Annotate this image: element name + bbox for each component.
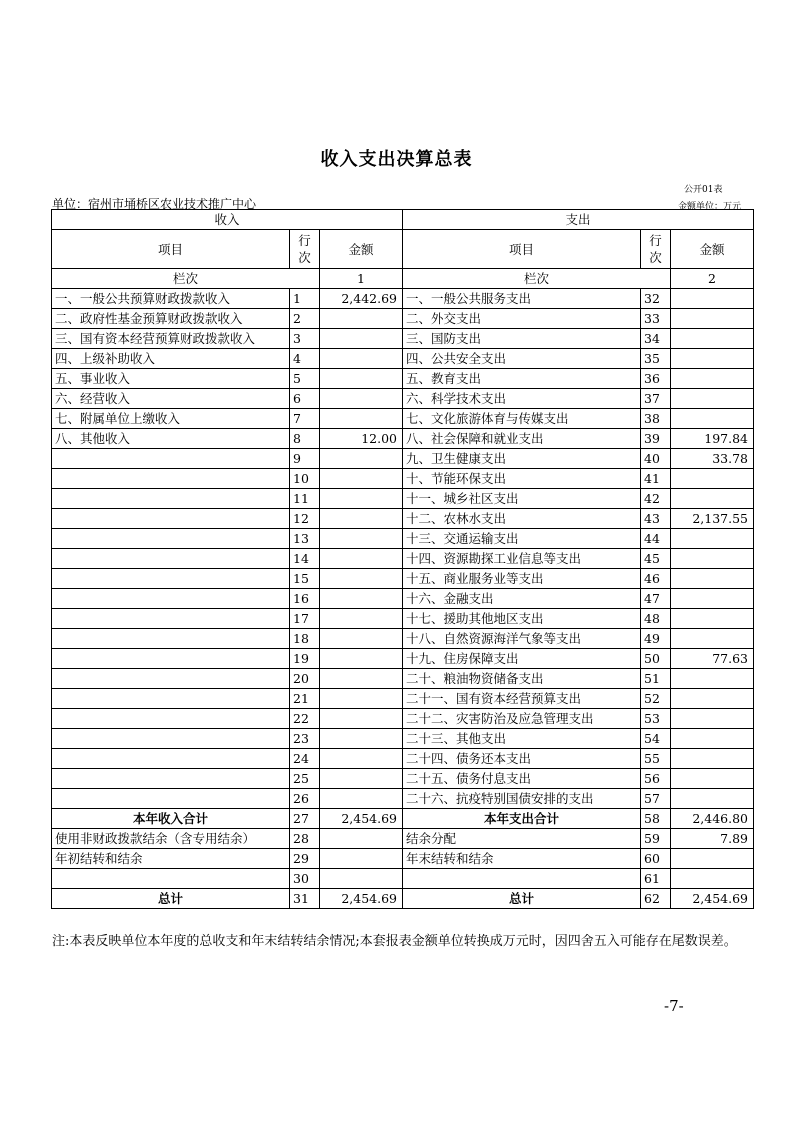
- income-rowno-cell: 27: [290, 809, 320, 829]
- income-amount-header: 金额: [320, 230, 403, 269]
- income-amount-cell: 12.00: [320, 429, 403, 449]
- rowno-label: 行次: [649, 232, 662, 265]
- income-rowno-cell: 7: [290, 409, 320, 429]
- income-amount-cell: 2,454.69: [320, 809, 403, 829]
- header-row-2: [52, 230, 754, 269]
- expense-amount-cell: [671, 689, 754, 709]
- expense-item-cell: 本年支出合计: [403, 809, 641, 829]
- expense-rowno-cell: 47: [641, 589, 671, 609]
- income-item-cell: [52, 769, 290, 789]
- income-item-cell: [52, 529, 290, 549]
- table-row: [52, 729, 754, 749]
- income-rowno-cell: 1: [290, 289, 320, 309]
- table-row: [52, 609, 754, 629]
- expense-rowno-cell: 50: [641, 649, 671, 669]
- income-item-cell: [52, 549, 290, 569]
- expense-item-cell: 十八、自然资源海洋气象等支出: [403, 629, 641, 649]
- expense-rowno-cell: 52: [641, 689, 671, 709]
- expense-item-cell: 一、一般公共服务支出: [403, 289, 641, 309]
- income-rowno-cell: 8: [290, 429, 320, 449]
- income-amount-cell: [320, 789, 403, 809]
- income-rowno-cell: 31: [290, 889, 320, 909]
- table-row: [52, 429, 754, 449]
- expense-rowno-cell: 60: [641, 849, 671, 869]
- income-amount-cell: [320, 609, 403, 629]
- expense-header: 支出: [403, 210, 754, 230]
- income-item-cell: [52, 609, 290, 629]
- income-item-cell: 一、一般公共预算财政拨款收入: [52, 289, 290, 309]
- income-rowno-cell: 13: [290, 529, 320, 549]
- expense-item-cell: 十五、商业服务业等支出: [403, 569, 641, 589]
- expense-amount-cell: [671, 869, 754, 889]
- expense-amount-cell: [671, 589, 754, 609]
- table-row: [52, 709, 754, 729]
- income-item-cell: [52, 689, 290, 709]
- income-amount-cell: [320, 389, 403, 409]
- expense-rowno-cell: 57: [641, 789, 671, 809]
- table-row: [52, 649, 754, 669]
- table-row: [52, 829, 754, 849]
- expense-item-header: 项目: [403, 230, 641, 269]
- income-rowno-header: [290, 230, 320, 269]
- table-row: [52, 509, 754, 529]
- table-row: [52, 789, 754, 809]
- income-amount-cell: [320, 749, 403, 769]
- income-rowno-cell: 28: [290, 829, 320, 849]
- expense-amount-cell: 77.63: [671, 649, 754, 669]
- income-amount-cell: [320, 849, 403, 869]
- expense-amount-cell: [671, 489, 754, 509]
- income-rowno-cell: 17: [290, 609, 320, 629]
- amount-unit: 金额单位：万元: [678, 202, 742, 212]
- expense-item-cell: 二、外交支出: [403, 309, 641, 329]
- income-amount-cell: [320, 689, 403, 709]
- income-rowno-cell: 6: [290, 389, 320, 409]
- expense-rowno-cell: 45: [641, 549, 671, 569]
- expense-amount-cell: [671, 389, 754, 409]
- income-rowno-cell: 5: [290, 369, 320, 389]
- table-row: [52, 469, 754, 489]
- table-row: [52, 869, 754, 889]
- income-item-cell: 使用非财政拨款结余（含专用结余）: [52, 829, 290, 849]
- income-item-cell: 八、其他收入: [52, 429, 290, 449]
- income-item-cell: [52, 729, 290, 749]
- table-row: [52, 849, 754, 869]
- expense-lanci: 栏次: [403, 269, 671, 289]
- expense-item-cell: 二十三、其他支出: [403, 729, 641, 749]
- expense-amount-cell: 2,454.69: [671, 889, 754, 909]
- income-item-cell: [52, 629, 290, 649]
- income-amount-cell: [320, 369, 403, 389]
- expense-item-cell: 二十、粮油物资储备支出: [403, 669, 641, 689]
- income-item-cell: 二、政府性基金预算财政拨款收入: [52, 309, 290, 329]
- expense-rowno-cell: 32: [641, 289, 671, 309]
- income-item-cell: [52, 709, 290, 729]
- expense-item-cell: 年末结转和结余: [403, 849, 641, 869]
- table-row: [52, 289, 754, 309]
- income-item-cell: [52, 449, 290, 469]
- income-amount-cell: [320, 829, 403, 849]
- income-item-cell: [52, 749, 290, 769]
- expense-amount-cell: [671, 369, 754, 389]
- income-rowno-cell: 4: [290, 349, 320, 369]
- income-item-cell: [52, 649, 290, 669]
- expense-item-cell: 十、节能环保支出: [403, 469, 641, 489]
- expense-item-cell: 九、卫生健康支出: [403, 449, 641, 469]
- expense-amount-cell: [671, 709, 754, 729]
- table-row: [52, 529, 754, 549]
- table-row: [52, 749, 754, 769]
- expense-amount-cell: 2,446.80: [671, 809, 754, 829]
- income-item-cell: [52, 589, 290, 609]
- table-row: [52, 449, 754, 469]
- income-rowno-cell: 14: [290, 549, 320, 569]
- income-amount-cell: [320, 669, 403, 689]
- expense-amount-cell: [671, 569, 754, 589]
- expense-rowno-cell: 56: [641, 769, 671, 789]
- expense-item-cell: 十七、援助其他地区支出: [403, 609, 641, 629]
- income-item-cell: 总计: [52, 889, 290, 909]
- expense-amount-header: 金额: [671, 230, 754, 269]
- expense-rowno-cell: 43: [641, 509, 671, 529]
- income-rowno-cell: 19: [290, 649, 320, 669]
- expense-rowno-cell: 61: [641, 869, 671, 889]
- expense-item-cell: 三、国防支出: [403, 329, 641, 349]
- expense-rowno-cell: 44: [641, 529, 671, 549]
- income-amount-cell: [320, 709, 403, 729]
- income-amount-cell: 2,454.69: [320, 889, 403, 909]
- income-item-cell: 七、附属单位上缴收入: [52, 409, 290, 429]
- income-amount-cell: [320, 769, 403, 789]
- expense-rowno-cell: 42: [641, 489, 671, 509]
- table-row: [52, 569, 754, 589]
- table-row: [52, 389, 754, 409]
- expense-item-cell: 二十一、国有资本经营预算支出: [403, 689, 641, 709]
- expense-item-cell: 六、科学技术支出: [403, 389, 641, 409]
- income-amount-cell: [320, 629, 403, 649]
- expense-item-cell: 二十六、抗疫特别国债安排的支出: [403, 789, 641, 809]
- income-item-cell: [52, 489, 290, 509]
- expense-rowno-cell: 51: [641, 669, 671, 689]
- table-row: [52, 409, 754, 429]
- table-row: [52, 689, 754, 709]
- table-row: [52, 369, 754, 389]
- table-row: [52, 349, 754, 369]
- income-rowno-cell: 20: [290, 669, 320, 689]
- expense-item-cell: 十四、资源勘探工业信息等支出: [403, 549, 641, 569]
- expense-amount-cell: 7.89: [671, 829, 754, 849]
- income-amount-cell: [320, 729, 403, 749]
- table-row: [52, 489, 754, 509]
- rowno-label: 行次: [298, 232, 311, 265]
- page-title: 收入支出决算总表: [320, 149, 473, 170]
- unit-label: 单位：宿州市埇桥区农业技术推广中心: [52, 197, 257, 211]
- income-amount-cell: [320, 509, 403, 529]
- income-rowno-cell: 30: [290, 869, 320, 889]
- expense-rowno-cell: 40: [641, 449, 671, 469]
- expense-amount-cell: [671, 529, 754, 549]
- expense-col-number: 2: [671, 269, 754, 289]
- income-item-cell: [52, 469, 290, 489]
- expense-rowno-cell: 38: [641, 409, 671, 429]
- expense-rowno-cell: 37: [641, 389, 671, 409]
- table-row: [52, 309, 754, 329]
- income-lanci: 栏次: [52, 269, 320, 289]
- expense-amount-cell: [671, 629, 754, 649]
- income-item-cell: [52, 569, 290, 589]
- income-item-cell: [52, 669, 290, 689]
- income-amount-cell: [320, 569, 403, 589]
- expense-rowno-cell: 34: [641, 329, 671, 349]
- income-col-number: 1: [320, 269, 403, 289]
- expense-amount-cell: [671, 329, 754, 349]
- expense-item-cell: 十一、城乡社区支出: [403, 489, 641, 509]
- expense-item-cell: 十九、住房保障支出: [403, 649, 641, 669]
- income-item-cell: 年初结转和结余: [52, 849, 290, 869]
- expense-item-cell: 二十五、债务付息支出: [403, 769, 641, 789]
- income-header: 收入: [52, 210, 403, 230]
- income-amount-cell: [320, 349, 403, 369]
- income-rowno-cell: 3: [290, 329, 320, 349]
- income-rowno-cell: 25: [290, 769, 320, 789]
- table-row: [52, 629, 754, 649]
- income-rowno-cell: 26: [290, 789, 320, 809]
- income-amount-cell: [320, 409, 403, 429]
- table-row: [52, 889, 754, 909]
- income-rowno-cell: 15: [290, 569, 320, 589]
- expense-item-cell: 十三、交通运输支出: [403, 529, 641, 549]
- expense-rowno-cell: 49: [641, 629, 671, 649]
- expense-rowno-cell: 55: [641, 749, 671, 769]
- income-rowno-cell: 2: [290, 309, 320, 329]
- expense-amount-cell: [671, 549, 754, 569]
- income-item-header: 项目: [52, 230, 290, 269]
- expense-amount-cell: [671, 749, 754, 769]
- expense-rowno-cell: 41: [641, 469, 671, 489]
- expense-rowno-cell: 39: [641, 429, 671, 449]
- expense-item-cell: 二十二、灾害防治及应急管理支出: [403, 709, 641, 729]
- expense-rowno-cell: 48: [641, 609, 671, 629]
- income-amount-cell: [320, 329, 403, 349]
- footnote: 注:本表反映单位本年度的总收支和年末结转结余情况;本套报表金额单位转换成万元时，因四舍五入可能存在尾数误差。: [52, 934, 737, 949]
- income-amount-cell: [320, 309, 403, 329]
- summary-table: [51, 209, 754, 909]
- expense-rowno-cell: 54: [641, 729, 671, 749]
- income-item-cell: 四、上级补助收入: [52, 349, 290, 369]
- income-item-cell: [52, 869, 290, 889]
- income-rowno-cell: 23: [290, 729, 320, 749]
- expense-rowno-cell: 58: [641, 809, 671, 829]
- expense-item-cell: 五、教育支出: [403, 369, 641, 389]
- expense-rowno-cell: 46: [641, 569, 671, 589]
- expense-amount-cell: [671, 729, 754, 749]
- expense-item-cell: 十二、农林水支出: [403, 509, 641, 529]
- expense-item-cell: 总计: [403, 889, 641, 909]
- table-row: [52, 549, 754, 569]
- income-rowno-cell: 22: [290, 709, 320, 729]
- table-row: [52, 809, 754, 829]
- expense-amount-cell: [671, 789, 754, 809]
- expense-amount-cell: 197.84: [671, 429, 754, 449]
- income-rowno-cell: 21: [290, 689, 320, 709]
- income-rowno-cell: 12: [290, 509, 320, 529]
- expense-item-cell: [403, 869, 641, 889]
- expense-item-cell: 八、社会保障和就业支出: [403, 429, 641, 449]
- income-rowno-cell: 24: [290, 749, 320, 769]
- table-row: [52, 769, 754, 789]
- income-rowno-cell: 16: [290, 589, 320, 609]
- income-rowno-cell: 18: [290, 629, 320, 649]
- expense-rowno-cell: 62: [641, 889, 671, 909]
- expense-amount-cell: [671, 409, 754, 429]
- expense-amount-cell: [671, 349, 754, 369]
- expense-amount-cell: [671, 849, 754, 869]
- income-item-cell: 五、事业收入: [52, 369, 290, 389]
- income-item-cell: [52, 509, 290, 529]
- expense-rowno-cell: 59: [641, 829, 671, 849]
- header-row-3: [52, 269, 754, 289]
- income-amount-cell: [320, 589, 403, 609]
- income-rowno-cell: 11: [290, 489, 320, 509]
- income-amount-cell: 2,442.69: [320, 289, 403, 309]
- expense-item-cell: 四、公共安全支出: [403, 349, 641, 369]
- income-item-cell: [52, 789, 290, 809]
- expense-item-cell: 十六、金融支出: [403, 589, 641, 609]
- income-amount-cell: [320, 489, 403, 509]
- expense-item-cell: 七、文化旅游体育与传媒支出: [403, 409, 641, 429]
- expense-rowno-cell: 33: [641, 309, 671, 329]
- income-item-cell: 本年收入合计: [52, 809, 290, 829]
- income-amount-cell: [320, 449, 403, 469]
- income-item-cell: 三、国有资本经营预算财政拨款收入: [52, 329, 290, 349]
- expense-rowno-header: [641, 230, 671, 269]
- form-code: 公开01表: [684, 185, 723, 195]
- expense-amount-cell: [671, 609, 754, 629]
- income-amount-cell: [320, 549, 403, 569]
- expense-amount-cell: 2,137.55: [671, 509, 754, 529]
- expense-rowno-cell: 36: [641, 369, 671, 389]
- expense-rowno-cell: 35: [641, 349, 671, 369]
- expense-amount-cell: [671, 309, 754, 329]
- expense-amount-cell: [671, 289, 754, 309]
- income-amount-cell: [320, 649, 403, 669]
- income-amount-cell: [320, 469, 403, 489]
- income-rowno-cell: 29: [290, 849, 320, 869]
- expense-rowno-cell: 53: [641, 709, 671, 729]
- income-rowno-cell: 10: [290, 469, 320, 489]
- income-item-cell: 六、经营收入: [52, 389, 290, 409]
- table-row: [52, 589, 754, 609]
- header-row-1: [52, 210, 754, 230]
- income-amount-cell: [320, 529, 403, 549]
- expense-amount-cell: 33.78: [671, 449, 754, 469]
- income-amount-cell: [320, 869, 403, 889]
- table-row: [52, 669, 754, 689]
- income-rowno-cell: 9: [290, 449, 320, 469]
- page-number: -7-: [664, 997, 684, 1015]
- expense-amount-cell: [671, 669, 754, 689]
- expense-amount-cell: [671, 769, 754, 789]
- expense-item-cell: 二十四、债务还本支出: [403, 749, 641, 769]
- expense-amount-cell: [671, 469, 754, 489]
- table-row: [52, 329, 754, 349]
- expense-item-cell: 结余分配: [403, 829, 641, 849]
